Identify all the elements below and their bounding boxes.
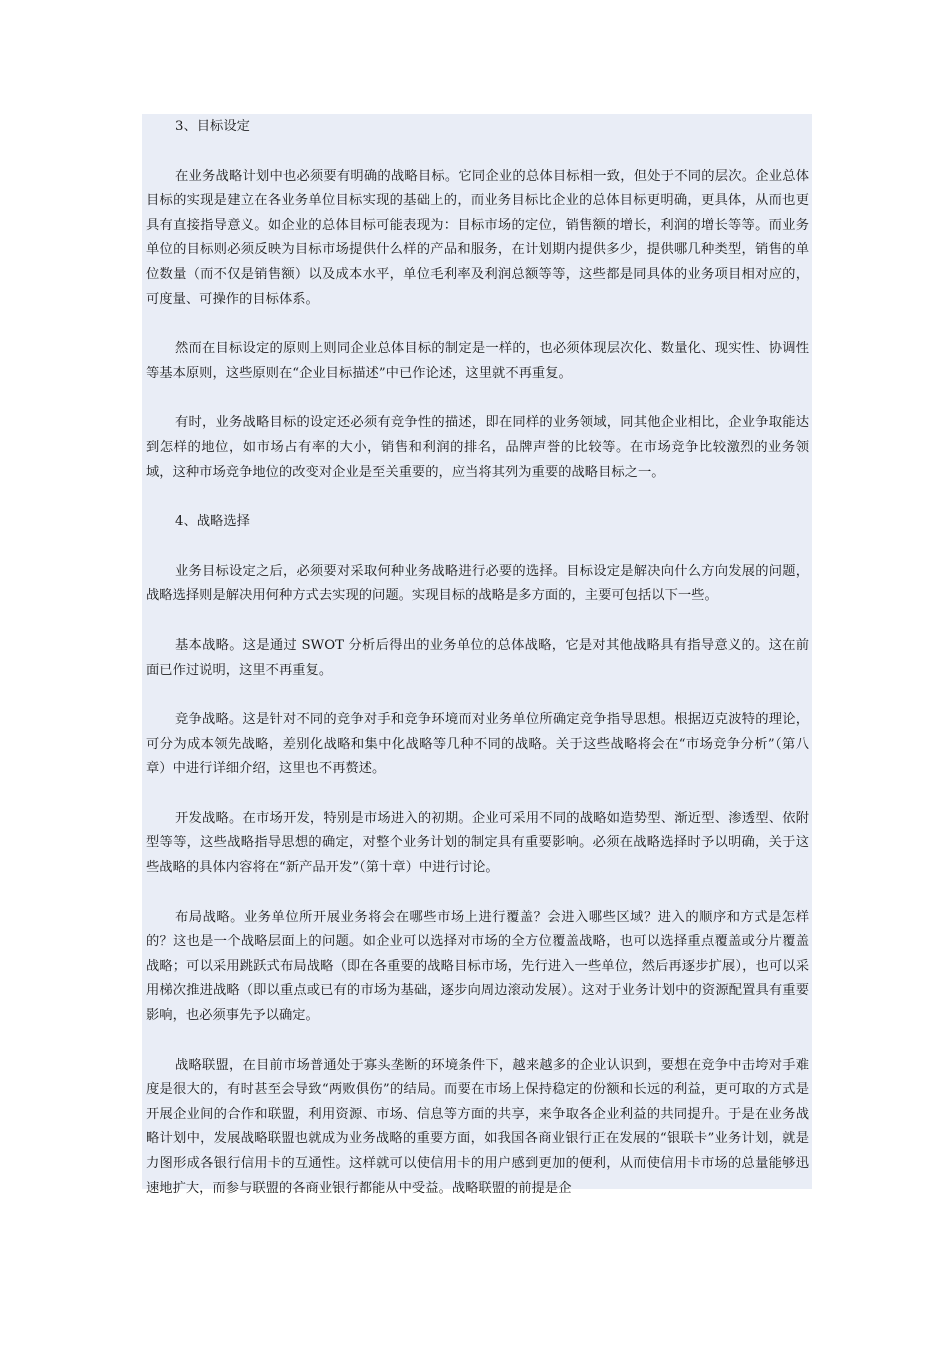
paragraph: 然而在目标设定的原则上则同企业总体目标的制定是一样的，也必须体现层次化、数量化、现实性、协调性等基本原则，这些原则在“企业目标描述”中已作论述，这里就不再重复。 [146, 341, 809, 381]
paragraph: 开发战略。在市场开发，特别是市场进入的初期。企业可采用不同的战略如造势型、渐近型、渗透型、依附型等等，这些战略指导思想的确定，对整个业务计划的制定具有重要影响。必须在战略选择时予以明确，关于这些战略的具体内容将在“新产品开发”（第十章）中进行讨论。 [146, 810, 809, 876]
article-text-block [142, 114, 812, 1196]
paragraph: 业务目标设定之后，必须要对采取何种业务战略进行必要的选择。目标设定是解决向什么方向发展的问题，战略选择则是解决用何种方式去实现的问题。实现目标的战略是多方面的，主要可包括以下一些。 [146, 563, 809, 604]
paragraph: 布局战略。业务单位所开展业务将会在哪些市场上进行覆盖？会进入哪些区域？进入的顺序和方式是怎样的？这也是一个战略层面上的问题。如企业可以选择对市场的全方位覆盖战略，也可以选择重点覆盖或分片覆盖战略；可以采用跳跃式布局战略（即在各重要的战略目标市场，先行进入一些单位，然后再逐步扩展），也可以采用梯次推进战略（即以重点或已有的市场为基础，逐步向周边滚动发展）。这对于业务计划中的资源配置具有重要影响，也必须事先予以确定。 [146, 909, 809, 1024]
paragraph: 在业务战略计划中也必须要有明确的战略目标。它同企业的总体目标相一致，但处于不同的层次。企业总体目标的实现是建立在各业务单位目标实现的基础上的，而业务目标比企业的总体目标更明确，更具体，从而也更具有直接指导意义。如企业的总体目标可能表现为：目标市场的定位，销售额的增长，利润的增长等等。而业务单位的目标则必须反映为目标市场提供什么样的产品和服务，在计划期内提供多少，提供哪几种类型，销售的单位数量（而不仅是销售额）以及成本水平，单位毛利率及利润总额等等，这些都是同具体的业务项目相对应的，可度量、可操作的目标体系。 [146, 168, 809, 307]
section-heading-goal-setting: 3、目标设定 [175, 119, 250, 134]
paragraph: 有时，业务战略目标的设定还必须有竞争性的描述，即在同样的业务领域，同其他企业相比，企业争取能达到怎样的地位，如市场占有率的大小，销售和利润的排名，品牌声誉的比较等。在市场竞争比较激烈的业务领域，这种市场竞争地位的改变对企业是至关重要的，应当将其列为重要的战略目标之一。 [146, 415, 809, 480]
paragraph: 战略联盟，在目前市场普通处于寡头垄断的环境条件下，越来越多的企业认识到，要想在竞争中击垮对手难度是很大的，有时甚至会导致“两败俱伤”的结局。而要在市场上保持稳定的份额和长远的利益，更可取的方式是开展企业间的合作和联盟，利用资源、市场、信息等方面的共享，来争取各企业利益的共同提升。于是在业务战略计划中，发展战略联盟也就成为业务战略的重要方面，如我国各商业银行正在发展的“银联卡”业务计划，就是力图形成各银行信用卡的互通性。这样就可以使信用卡的用户感到更加的便利，从而使信用卡市场的总量能够迅速地扩大，而参与联盟的各商业银行都能从中受益。战略联盟的前提是企 [146, 1057, 809, 1196]
section-heading-strategy-selection: 4、战略选择 [175, 514, 250, 530]
paragraph: 基本战略。这是通过 SWOT 分析后得出的业务单位的总体战略，它是对其他战略具有指导意义的。这在前面已作过说明，这里不再重复。 [146, 637, 809, 678]
paragraph: 竞争战略。这是针对不同的竞争对手和竞争环境而对业务单位所确定竞争指导思想。根据迈克波特的理论，可分为成本领先战略，差别化战略和集中化战略等几种不同的战略。关于这些战略将会在“市场竞争分析”（第八章）中进行详细介绍，这里也不再赘述。 [146, 712, 809, 777]
